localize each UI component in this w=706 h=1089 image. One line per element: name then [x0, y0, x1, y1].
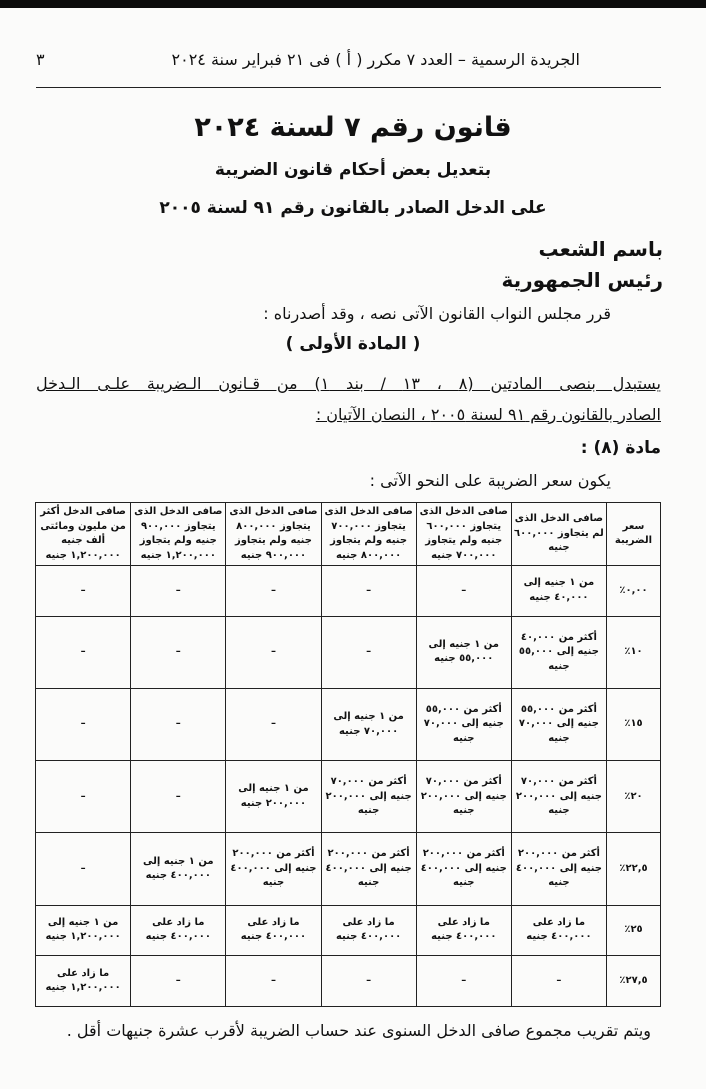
table-cell: أكثر من ٢٠٠,٠٠٠ جنيه إلى ٤٠٠,٠٠٠ جنيه	[511, 833, 606, 905]
table-cell: ما زاد على ٤٠٠,٠٠٠ جنيه	[511, 905, 606, 956]
table-cell: –	[416, 956, 511, 1007]
header-bracket-5: صافى الدخل الذى يتجاوز ٩٠٠,٠٠٠ جنيه ولم يتجاوز ١,٢٠٠,٠٠٠ جنيه	[131, 503, 226, 566]
table-cell: ٢٠٪	[607, 761, 661, 833]
table-cell: من ١ جنيه إلى ١,٢٠٠,٠٠٠ جنيه	[36, 905, 131, 956]
table-row	[36, 956, 661, 1007]
table-row	[36, 616, 661, 688]
rounding-note: ويتم تقريب مجموع صافى الدخل السنوى عند حساب الضريبة لأقرب عشرة جنيهات أقل .	[66, 1021, 651, 1040]
table-cell: ما زاد على ٤٠٠,٠٠٠ جنيه	[321, 905, 416, 956]
header-bracket-1: صافى الدخل الذى لم يتجاوز ٦٠٠,٠٠٠ جنيه	[511, 503, 606, 566]
table-cell: من ١ جنيه إلى ٤٠٠,٠٠٠ جنيه	[131, 833, 226, 905]
header-bracket-2: صافى الدخل الذى يتجاوز ٦٠٠,٠٠٠ جنيه ولم يتجاوز ٧٠٠,٠٠٠ جنيه	[416, 503, 511, 566]
header-rule	[36, 87, 661, 88]
table-row	[36, 566, 661, 617]
article-8-heading: مادة (٨) :	[580, 438, 661, 458]
table-cell: –	[226, 688, 321, 760]
article-first-text-line-1: يستبدل بنصى المادتين (٨ ، ١٣ / بند ١) من قـانون الـضريبة علـى الـدخل	[36, 374, 662, 393]
top-edge-bar	[0, 0, 706, 8]
table-cell: أكثر من ٧٠,٠٠٠ جنيه إلى ٢٠٠,٠٠٠ جنيه	[321, 761, 416, 833]
table-cell: ٢٢,٥٪	[607, 833, 661, 905]
table-cell: ١٠٪	[607, 616, 661, 688]
header-bracket-4: صافى الدخل الذى يتجاوز ٨٠٠,٠٠٠ جنيه ولم يتجاوز ٩٠٠,٠٠٠ جنيه	[226, 503, 321, 566]
article-first-heading: ( المادة الأولى )	[285, 334, 421, 354]
table-cell: –	[36, 761, 131, 833]
table-cell: ١٥٪	[607, 688, 661, 760]
in-name-of-people: باسم الشعب	[538, 237, 663, 261]
table-cell: أكثر من ٢٠٠,٠٠٠ جنيه إلى ٤٠٠,٠٠٠ جنيه	[226, 833, 321, 905]
table-cell: ٠,٠٠٪	[607, 566, 661, 617]
table-cell: ما زاد على ٤٠٠,٠٠٠ جنيه	[226, 905, 321, 956]
header-bracket-6: صافى الدخل أكثر من مليون ومائتى ألف جنيه ١,٢٠٠,٠٠٠ جنيه	[36, 503, 131, 566]
table-cell: –	[321, 956, 416, 1007]
table-cell: ما زاد على ٤٠٠,٠٠٠ جنيه	[131, 905, 226, 956]
enactment-clause: قرر مجلس النواب القانون الآتى نصه ، وقد أصدرناه :	[263, 304, 611, 323]
table-cell: –	[131, 616, 226, 688]
table-cell: ما زاد على ١,٢٠٠,٠٠٠ جنيه	[36, 956, 131, 1007]
table-cell: من ١ جنيه إلى ٥٥,٠٠٠ جنيه	[416, 616, 511, 688]
table-cell: ما زاد على ٤٠٠,٠٠٠ جنيه	[416, 905, 511, 956]
law-subtitle-1: بتعديل بعض أحكام قانون الضريبة	[214, 160, 492, 180]
law-title: قانون رقم ٧ لسنة ٢٠٢٤	[194, 112, 512, 143]
header-bracket-3: صافى الدخل الذى يتجاوز ٧٠٠,٠٠٠ جنيه ولم يتجاوز ٨٠٠,٠٠٠ جنيه	[321, 503, 416, 566]
president-heading: رئيس الجمهورية	[501, 268, 663, 292]
table-cell: أكثر من ٥٥,٠٠٠ جنيه إلى ٧٠,٠٠٠ جنيه	[511, 688, 606, 760]
tax-rate-intro: يكون سعر الضريبة على النحو الآتى :	[369, 471, 611, 490]
table-cell: –	[416, 566, 511, 617]
table-cell: –	[36, 566, 131, 617]
table-row	[36, 761, 661, 833]
running-header	[36, 45, 580, 73]
table-cell: ٢٧,٥٪	[607, 956, 661, 1007]
table-cell: ٢٥٪	[607, 905, 661, 956]
table-header-row	[36, 503, 661, 566]
table-cell: –	[226, 566, 321, 617]
table-cell: –	[226, 956, 321, 1007]
article-first-text-line-2: الصادر بالقانون رقم ٩١ لسنة ٢٠٠٥ ، النصان الآتيان :	[315, 405, 661, 424]
table-cell: من ١ جنيه إلى ٢٠٠,٠٠٠ جنيه	[226, 761, 321, 833]
running-title: الجريدة الرسمية – العدد ٧ مكرر ( أ ) فى ٢١ فبراير سنة ٢٠٢٤	[171, 49, 580, 69]
table-cell: –	[131, 761, 226, 833]
table-cell: –	[226, 616, 321, 688]
table-cell: –	[36, 688, 131, 760]
table-cell: أكثر من ٤٠,٠٠٠ جنيه إلى ٥٥,٠٠٠ جنيه	[511, 616, 606, 688]
table-row	[36, 833, 661, 905]
table-cell: أكثر من ٧٠,٠٠٠ جنيه إلى ٢٠٠,٠٠٠ جنيه	[511, 761, 606, 833]
table-cell: –	[321, 566, 416, 617]
table-cell: –	[131, 956, 226, 1007]
table-row	[36, 905, 661, 956]
table-cell: –	[131, 688, 226, 760]
table-cell: من ١ جنيه إلى ٧٠,٠٠٠ جنيه	[321, 688, 416, 760]
table-row	[36, 688, 661, 760]
table-cell: –	[131, 566, 226, 617]
header-tax-rate: سعر الضريبة	[607, 503, 661, 566]
tax-brackets-table	[35, 502, 661, 1007]
table-cell: أكثر من ٢٠٠,٠٠٠ جنيه إلى ٤٠٠,٠٠٠ جنيه	[416, 833, 511, 905]
table-cell: من ١ جنيه إلى ٤٠,٠٠٠ جنيه	[511, 566, 606, 617]
table-cell: أكثر من ٢٠٠,٠٠٠ جنيه إلى ٤٠٠,٠٠٠ جنيه	[321, 833, 416, 905]
gazette-page	[0, 8, 706, 1089]
page-number: ٣	[36, 49, 45, 69]
law-subtitle-2: على الدخل الصادر بالقانون رقم ٩١ لسنة ٢٠٠٥	[159, 198, 547, 218]
table-cell: أكثر من ٧٠,٠٠٠ جنيه إلى ٢٠٠,٠٠٠ جنيه	[416, 761, 511, 833]
table-cell: –	[36, 833, 131, 905]
table-cell: أكثر من ٥٥,٠٠٠ جنيه إلى ٧٠,٠٠٠ جنيه	[416, 688, 511, 760]
table-cell: –	[511, 956, 606, 1007]
table-cell: –	[321, 616, 416, 688]
table-cell: –	[36, 616, 131, 688]
